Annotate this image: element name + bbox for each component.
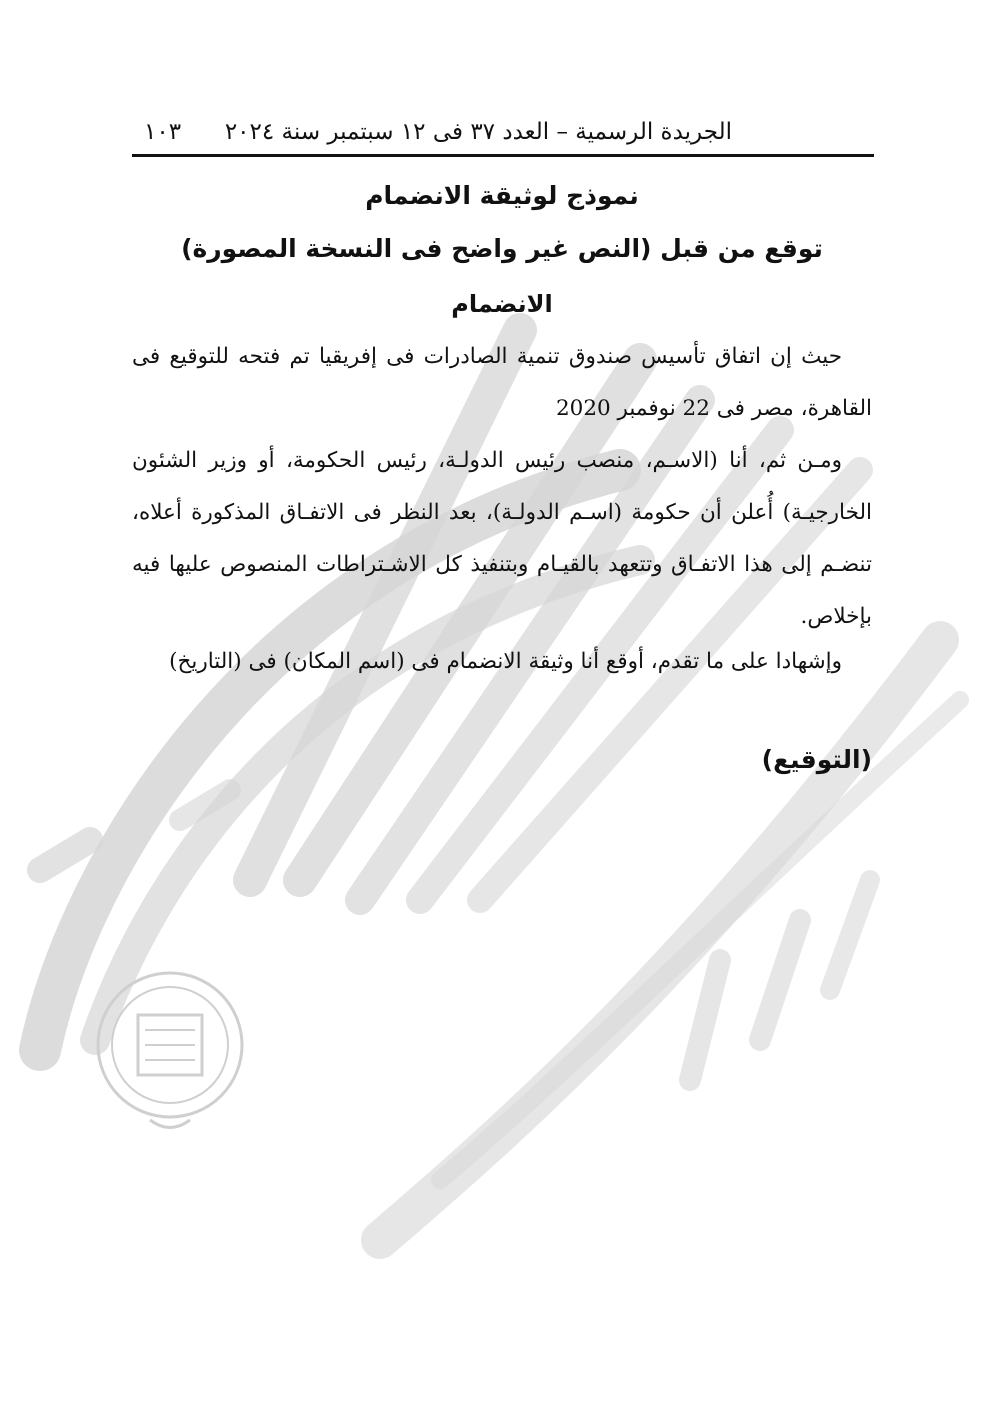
document-title: نموذج لوثيقة الانضمام [365,181,639,210]
declaration-paragraph: ومـن ثم، أنا (الاسـم، منصب رئيس الدولـة، رئيس الحكومة، أو وزير الشئون الخارجيـة) أُعلن أن حكومة (اسـم الدولـة)، بعد النظر فى الاتفـاق المذكورة أعلاه، تنضـم إلى هذا الاتفـاق وتتعهد بالقيـام وبتنفيذ كل الاشـتراطات المنصوص عليها فيه بإخلاص. [132,448,872,629]
signature-label: (التوقيع) [761,745,872,774]
watermark-slash-3 [690,960,720,1080]
whereas-paragraph: حيث إن اتفاق تأسيس صندوق تنمية الصادرات فى إفريقيا تم فتحه للتوقيع فى القاهرة، مصر فى 22 نوفمبر 2020 [132,344,872,421]
watermark-band-lower-2 [440,700,960,1180]
watermark-slash-5 [830,880,870,990]
gazette-issue-title: الجريدة الرسمية – العدد ٣٧ فى ١٢ سبتمبر سنة ٢٠٢٤ [224,119,732,145]
gazette-header [132,112,872,152]
watermark-slash-1 [40,840,90,870]
ministry-seal [98,973,242,1128]
watermark-band-lower [380,640,940,1240]
signed-by-heading: توقع من قبل (النص غير واضح فى النسخة المصورة) [181,234,823,263]
witness-paragraph: وإشهادا على ما تقدم، أوقع أنا وثيقة الانضمام فى (اسم المكان) فى (التاريخ) [169,649,842,674]
watermark-slash-4 [760,920,800,1040]
page-number: ١٠٣ [144,119,182,145]
accession-heading: الانضمام [451,290,553,318]
header-divider [132,154,874,157]
watermark-slash-2 [180,790,230,820]
